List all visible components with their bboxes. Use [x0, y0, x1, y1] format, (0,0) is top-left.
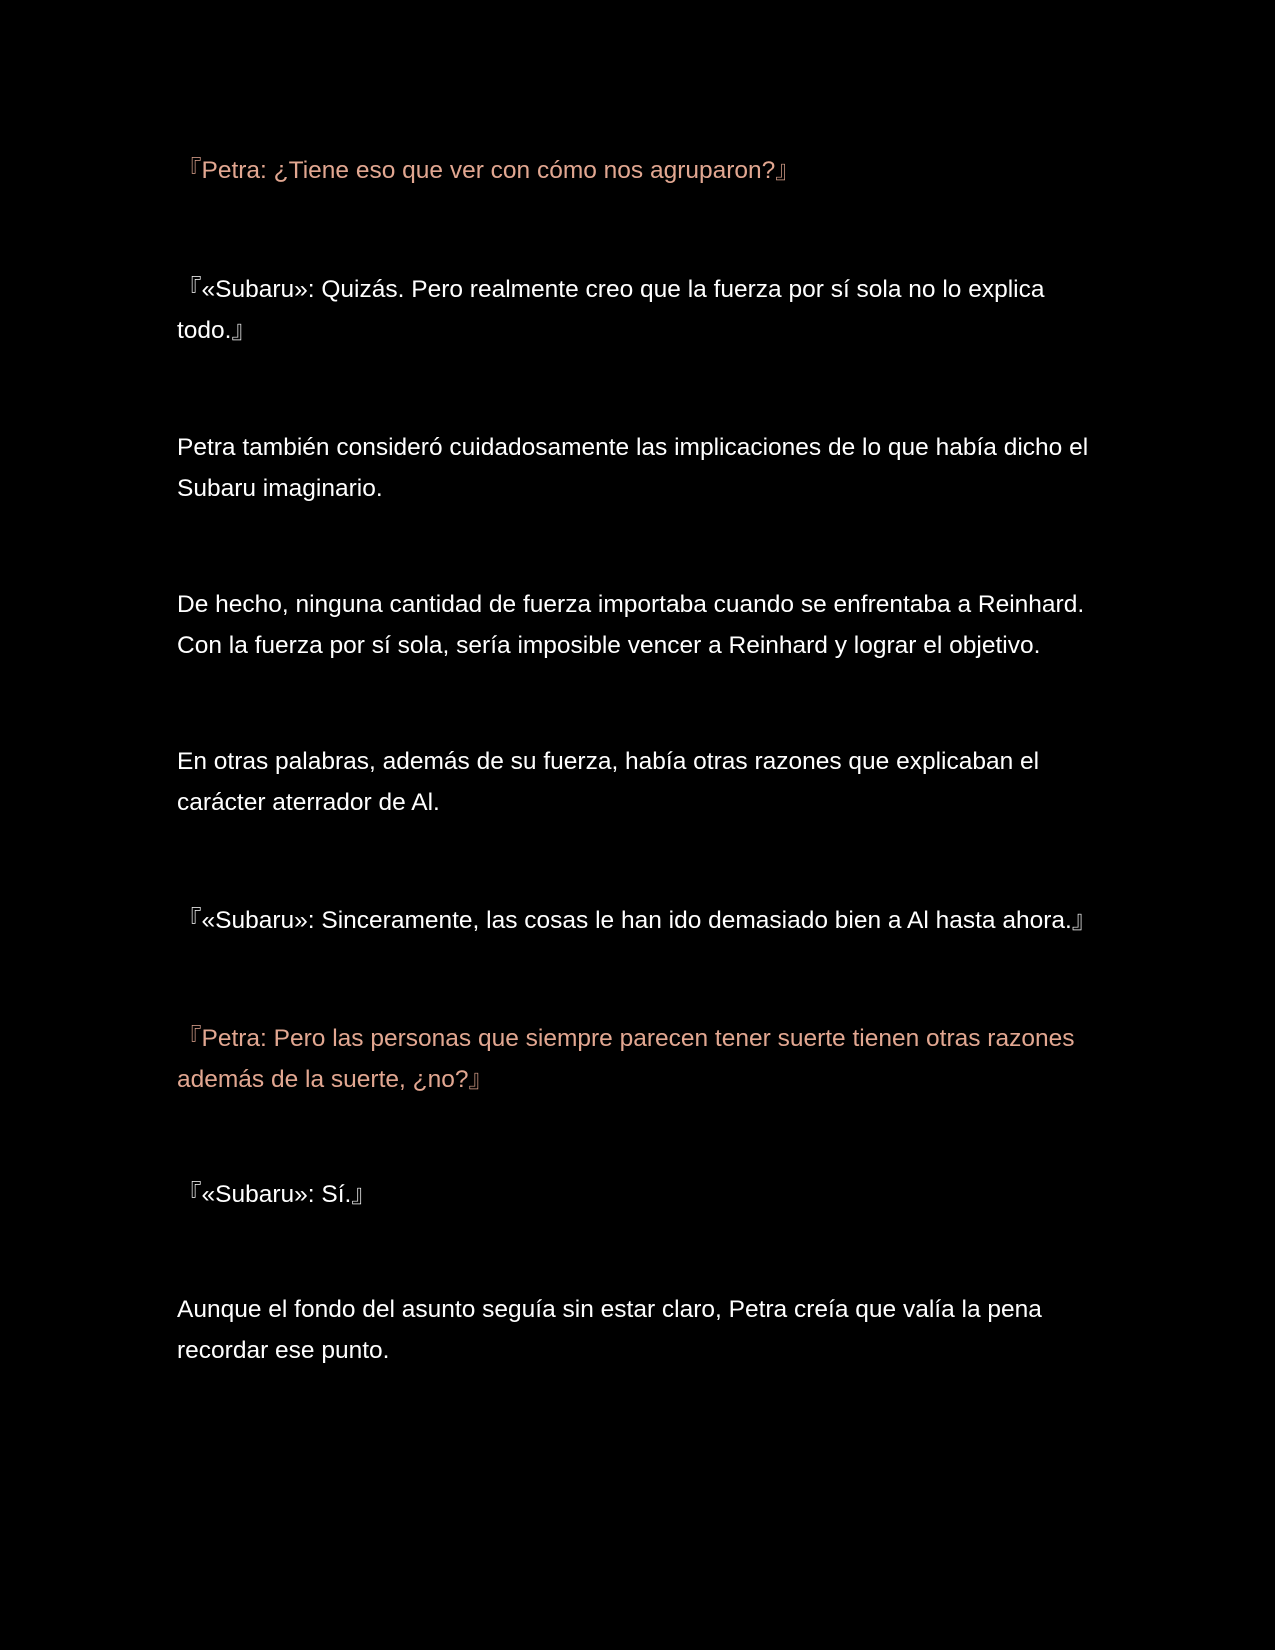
narration-paragraph-2: De hecho, ninguna cantidad de fuerza importaba cuando se enfrentaba a Reinhard. Con la fuerza por sí sola, sería imposible vencer a Reinhard y lograr el objetivo. — [177, 591, 1085, 659]
dialogue-petra-2: 『Petra: Pero las personas que siempre parecen tener suerte tienen otras razones además de la suerte, ¿no?』 — [177, 1025, 1075, 1093]
dialogue-subaru-2: 『«Subaru»: Sinceramente, las cosas le han ido demasiado bien a Al hasta ahora.』 — [177, 907, 1097, 934]
narration-paragraph-4: Aunque el fondo del asunto seguía sin estar claro, Petra creía que valía la pena recordar ese punto. — [177, 1296, 1042, 1364]
narration-paragraph-3: En otras palabras, además de su fuerza, había otras razones que explicaban el carácter aterrador de Al. — [177, 748, 1040, 816]
text-column — [177, 150, 1107, 1371]
dialogue-petra-1: 『Petra: ¿Tiene eso que ver con cómo nos agruparon?』 — [177, 157, 800, 184]
dialogue-subaru-1: 『«Subaru»: Quizás. Pero realmente creo que la fuerza por sí sola no lo explica todo.』 — [177, 276, 1045, 344]
dialogue-subaru-3: 『«Subaru»: Sí.』 — [177, 1181, 376, 1208]
narration-paragraph-1: Petra también consideró cuidadosamente las implicaciones de lo que había dicho el Subaru imaginario. — [177, 434, 1089, 502]
